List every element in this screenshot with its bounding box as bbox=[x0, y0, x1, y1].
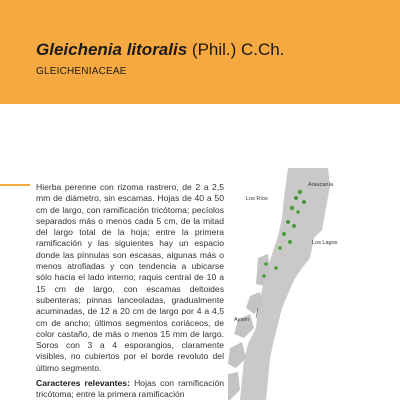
occurrence-point bbox=[296, 210, 300, 214]
occurrence-point bbox=[298, 190, 302, 194]
occurrence-point bbox=[262, 274, 266, 278]
header-band bbox=[0, 0, 400, 104]
occurrence-point bbox=[294, 196, 298, 200]
relevant-characters-paragraph bbox=[36, 378, 224, 400]
map-mainland bbox=[240, 168, 330, 400]
occurrence-point bbox=[288, 240, 292, 244]
distribution-map bbox=[228, 168, 400, 400]
family-name: GLEICHENIACEAE bbox=[36, 66, 127, 77]
occurrence-point bbox=[292, 224, 296, 228]
map-label-los-lagos: Los Lagos bbox=[312, 240, 338, 246]
occurrence-point bbox=[274, 266, 278, 270]
map-label-aysen: Aysén bbox=[234, 317, 250, 323]
relevant-characters-label: Caracteres relevantes: bbox=[36, 378, 130, 388]
occurrence-point bbox=[264, 262, 268, 266]
map-archipelago-3 bbox=[228, 342, 246, 368]
occurrence-point bbox=[278, 246, 282, 250]
accent-rule bbox=[0, 184, 30, 186]
species-name: Gleichenia litoralis bbox=[36, 40, 188, 59]
species-title bbox=[36, 40, 284, 60]
occurrence-point bbox=[302, 200, 306, 204]
occurrence-point bbox=[286, 220, 290, 224]
map-label-los-rios: Los Ríos bbox=[246, 196, 268, 202]
map-label-araucania: Araucanía bbox=[308, 182, 334, 188]
distribution-map-svg bbox=[228, 168, 400, 400]
description-paragraph: Hierba perenne con rizoma rastrero, de 2 a 2,5 mm de diámetro, sin escamas. Hojas de 40 a 50 cm de largo, con ramificación tricótoma; pecíolos separados más o menos cada 5 cm, de la mitad del largo total de la hoja; entre la primera ramificación y las siguientes hay un espacio donde las pínnulas son escasas, algunas más o menos atrofiadas y con tendencia a ubicarse sólo hacia el lado interno; raquis central de 10 a 15 cm de largo, con escamas deltoides subenteras; pinnas lanceoladas, gradualmente acuminadas, de 12 a 20 cm de largo por 4 a 4,5 cm de ancho; últimos segmentos coriáceos, de color castaño, de más o menos 15 mm de largo. Soros con 3 a 4 esporangios, claramente visibles, no cubiertos por el borde revoluto del último segmento. bbox=[36, 182, 224, 373]
map-archipelago-4 bbox=[228, 372, 240, 400]
occurrence-point bbox=[290, 206, 294, 210]
relevant-characters-text: Hojas con ramificación tricótoma; entre la primera ramificación bbox=[36, 378, 225, 400]
occurrence-point bbox=[282, 232, 286, 236]
species-author: (Phil.) C.Ch. bbox=[191, 40, 285, 59]
